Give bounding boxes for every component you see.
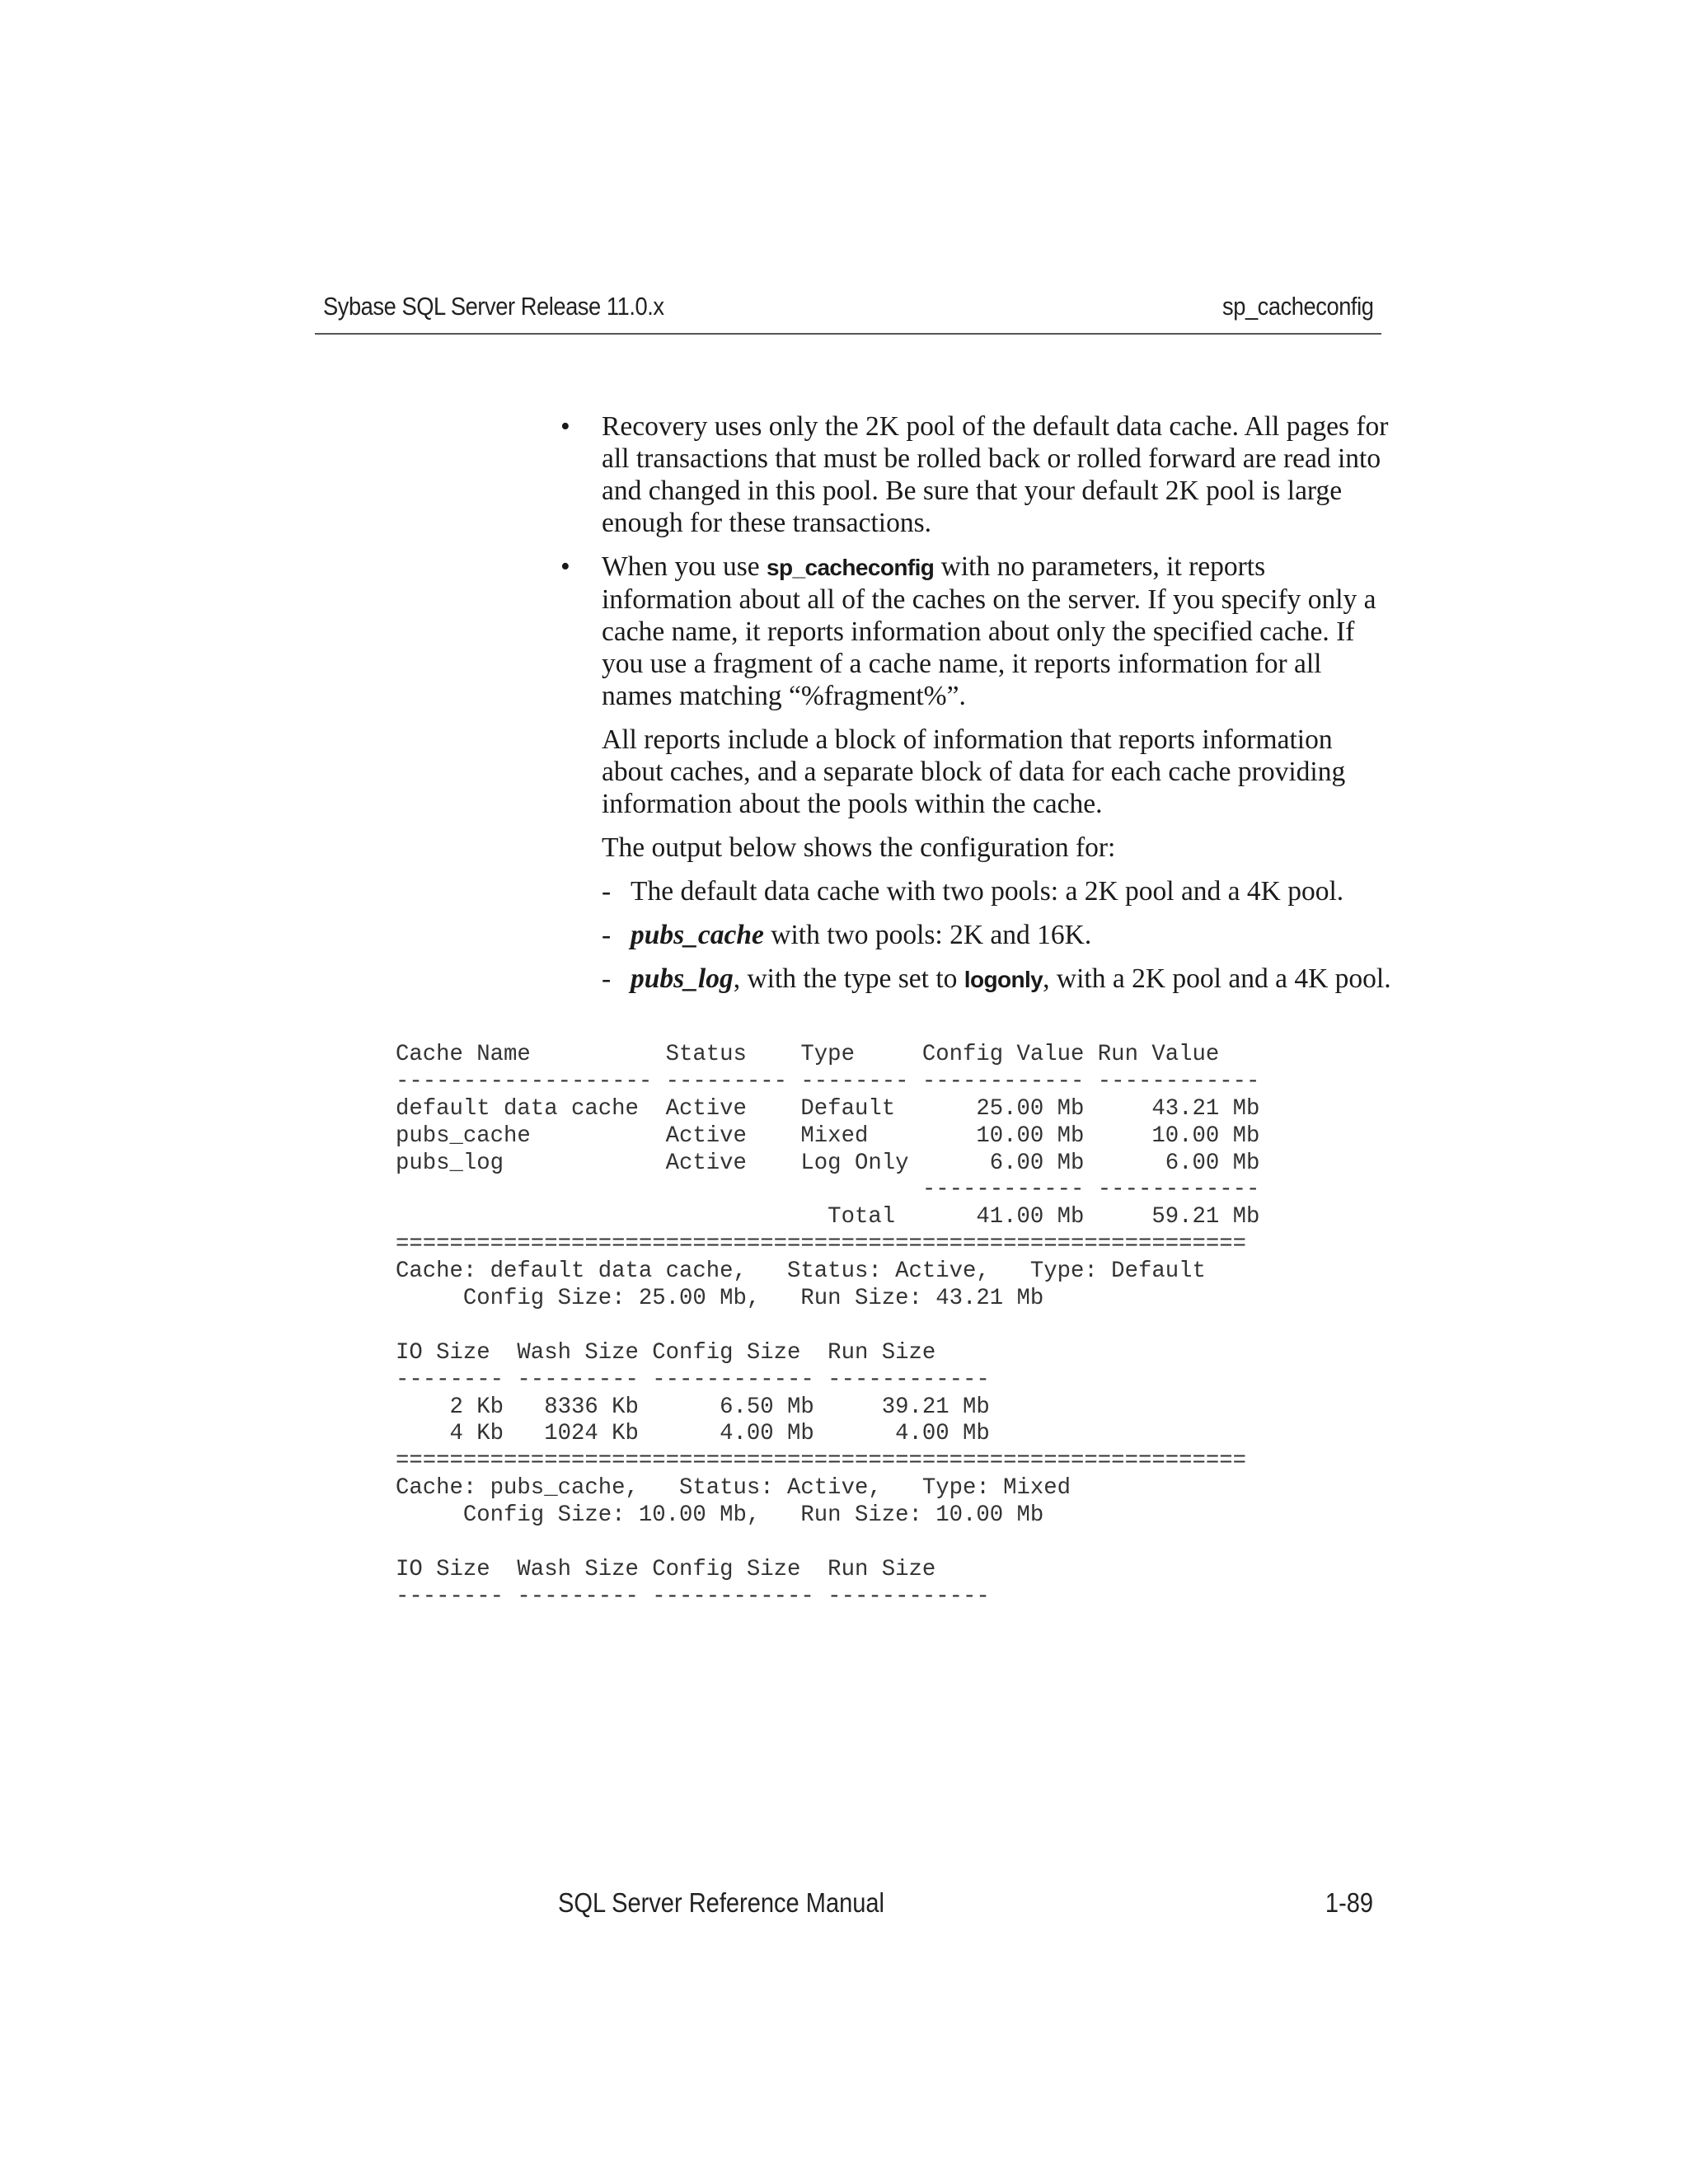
dash-item-text: with two pools: 2K and 16K. xyxy=(763,920,1092,950)
command-name: sp_cacheconfig xyxy=(767,555,935,580)
running-header xyxy=(315,288,1381,335)
type-keyword: logonly xyxy=(964,967,1043,992)
bullet-no-parameters xyxy=(560,551,1393,712)
code-line xyxy=(396,1530,1259,1557)
code-line: -------- --------- ------------ ------------ xyxy=(396,1583,990,1610)
bullet-marker: • xyxy=(560,411,570,442)
cache-name: pubs_log xyxy=(631,963,734,994)
code-line: ------------ ------------ xyxy=(396,1177,1260,1203)
footer-page-number: 1-89 xyxy=(1325,1887,1373,1918)
code-line: ------------------- --------- -------- ------------ ------------ xyxy=(396,1068,1260,1094)
footer-manual-title: SQL Server Reference Manual xyxy=(558,1887,884,1918)
dash-marker: - xyxy=(602,963,612,994)
dash-item-text-before: , with the type set to xyxy=(733,963,964,994)
code-line: IO Size Wash Size Config Size Run Size xyxy=(396,1556,936,1582)
code-line: =============================================================== xyxy=(396,1231,1246,1258)
dash-marker: - xyxy=(602,920,612,950)
code-line: IO Size Wash Size Config Size Run Size xyxy=(396,1339,936,1366)
paragraph-output-intro: The output below shows the configuration for: xyxy=(602,832,1116,863)
code-line: pubs_log Active Log Only 6.00 Mb 6.00 Mb xyxy=(396,1150,1260,1176)
code-line: Total 41.00 Mb 59.21 Mb xyxy=(396,1204,1260,1230)
bullet-recovery xyxy=(560,410,1393,539)
code-line: =============================================================== xyxy=(396,1448,1246,1474)
code-line: Cache: default data cache, Status: Active, Type: Default xyxy=(396,1258,1206,1285)
code-line: pubs_cache Active Mixed 10.00 Mb 10.00 Mb xyxy=(396,1122,1260,1149)
dash-item-pubs-log xyxy=(560,963,1393,996)
code-line: 4 Kb 1024 Kb 4.00 Mb 4.00 Mb xyxy=(396,1421,990,1447)
body-text xyxy=(560,410,1393,1007)
bullet-text: Recovery uses only the 2K pool of the default data cache. All pages for all transactions that must be rolled back or rolled forward are read into and changed in this pool. Be sure that your default 2K pool is large enough for these transactions. xyxy=(602,411,1389,538)
code-line: Config Size: 10.00 Mb, Run Size: 10.00 Mb xyxy=(396,1502,1044,1529)
code-line: Config Size: 25.00 Mb, Run Size: 43.21 Mb xyxy=(396,1286,1044,1312)
dash-item-text-after: , with a 2K pool and a 4K pool. xyxy=(1043,963,1391,994)
header-product-title: Sybase SQL Server Release 11.0.x xyxy=(323,292,664,321)
dash-marker: - xyxy=(602,876,612,907)
code-output-block xyxy=(396,1042,1259,1611)
bullet-text-before: When you use xyxy=(602,551,767,582)
code-line: default data cache Active Default 25.00 Mb 43.21 Mb xyxy=(396,1095,1260,1122)
code-line: Cache: pubs_cache, Status: Active, Type: Mixed xyxy=(396,1475,1071,1502)
paragraph-reports: All reports include a block of information that reports information about caches, and a separate block of data for each cache providing information about the pools within the cache. xyxy=(602,724,1346,819)
code-line xyxy=(396,1313,1259,1340)
dash-item-default-cache xyxy=(560,875,1393,907)
code-line: Cache Name Status Type Config Value Run Value xyxy=(396,1042,1220,1067)
header-section-title: sp_cacheconfig xyxy=(1221,292,1373,321)
dash-item-text: The default data cache with two pools: a 2K pool and a 4K pool. xyxy=(631,876,1344,907)
cache-name: pubs_cache xyxy=(631,920,764,950)
bullet-text-after: with no parameters, it reports information about all of the caches on the server. If you specify only a cache name, it reports information about only the specified cache. If you use a fragment of a cache name, it reports information for all names matching “%fragment%”. xyxy=(602,551,1376,711)
bullet-marker: • xyxy=(560,551,570,582)
code-line: -------- --------- ------------ ------------ xyxy=(396,1366,990,1393)
code-line: 2 Kb 8336 Kb 6.50 Mb 39.21 Mb xyxy=(396,1394,990,1420)
dash-item-pubs-cache xyxy=(560,919,1393,951)
